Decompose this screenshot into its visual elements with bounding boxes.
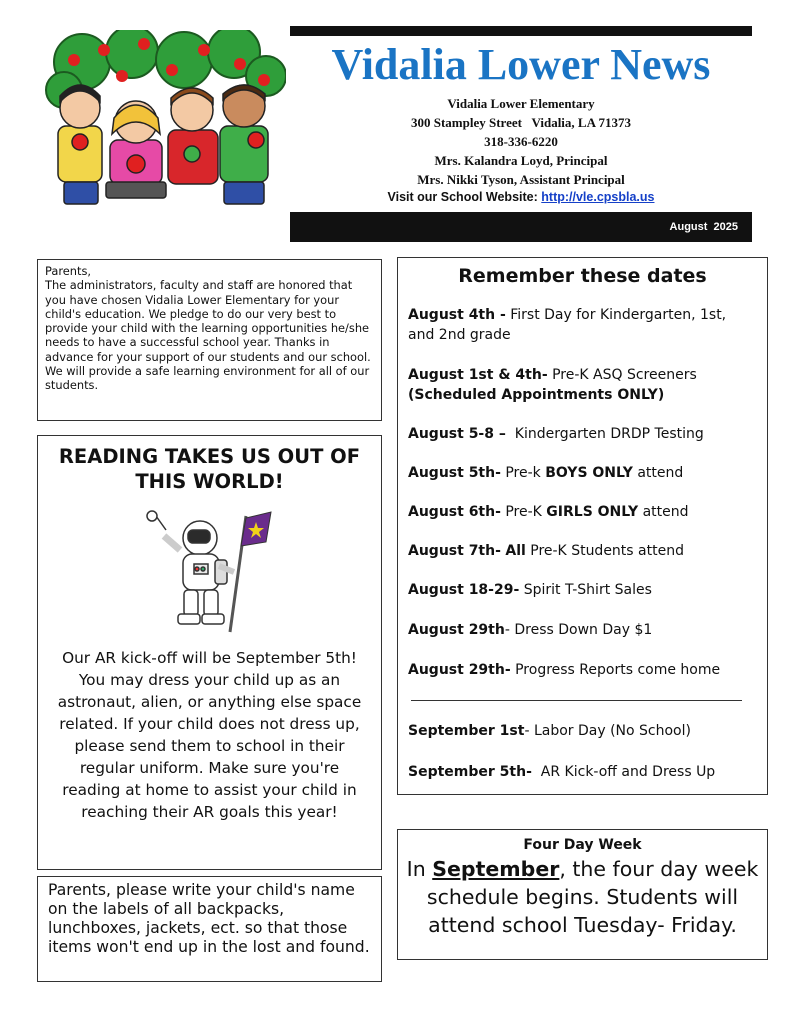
date-item: August 29th- Dress Down Day $1 bbox=[408, 622, 653, 638]
date-item: August 7th- All Pre-K Students attend bbox=[408, 543, 684, 559]
date-item: August 5-8 – Kindergarten DRDP Testing bbox=[408, 426, 704, 442]
date-item: August 5th- Pre-k BOYS ONLY attend bbox=[408, 465, 684, 481]
four-day-week-note bbox=[397, 829, 768, 960]
website-link[interactable]: http://vle.cpsbla.us bbox=[541, 190, 655, 204]
website-label: Visit our School Website: bbox=[387, 190, 538, 204]
issue-date-bar bbox=[290, 212, 752, 242]
date-label: August 6th- bbox=[408, 504, 501, 520]
date-item: August 4th - First Day for Kindergarten, 1st, and 2nd grade bbox=[408, 307, 727, 343]
date-label: August 29th- bbox=[408, 662, 511, 678]
school-address: 300 Stampley Street Vidalia, LA 71373 bbox=[410, 115, 632, 130]
date-item: August 29th- Progress Reports come home bbox=[408, 662, 721, 678]
reading-announcement bbox=[37, 435, 382, 870]
date-label: September 1st bbox=[408, 723, 525, 739]
four-day-week-text: In September, the four day week schedule begins. Students will attend school Tuesday- Friday. bbox=[406, 857, 759, 937]
reading-title: READING TAKES US OUT OF THIS WORLD! bbox=[58, 445, 361, 493]
school-phone: 318-336-6220 bbox=[484, 134, 558, 149]
dates-divider bbox=[411, 700, 742, 701]
date-item: September 5th- AR Kick-off and Dress Up bbox=[408, 764, 716, 780]
website-line bbox=[290, 190, 752, 204]
important-dates bbox=[397, 257, 768, 795]
parents-welcome-text: The administrators, faculty and staff are honored that you have chosen Vidalia Lower Elementary for your child's education. We pledge to do our very best to provide your child with the learning opportunities he/she needs to have a successful school year. Thanks in advance for your support of our students and our school. We will provide a safe learning environment for all of our students. bbox=[45, 278, 371, 393]
date-item: August 1st & 4th- Pre-K ASQ Screeners (Scheduled Appointments ONLY) bbox=[408, 367, 697, 403]
issue-date: August 2025 bbox=[669, 221, 738, 233]
labels-note bbox=[37, 876, 382, 982]
reading-body-text: Our AR kick-off will be September 5th! You may dress your child up as an astronaut, alien, or anything else space related. If your child does not dress up, please send them to school in their regular uniform. Make sure you're reading at home to assist your child in reaching their AR goals this year! bbox=[57, 649, 362, 821]
dates-title: Remember these dates bbox=[458, 265, 707, 287]
kids-with-apples-illustration bbox=[44, 30, 286, 210]
date-label: August 18-29- bbox=[408, 582, 520, 598]
principal-name: Mrs. Kalandra Loyd, Principal bbox=[434, 153, 608, 168]
astronaut-with-flag-icon bbox=[138, 506, 273, 636]
date-label: August 29th bbox=[408, 622, 505, 638]
date-item: September 1st- Labor Day (No School) bbox=[408, 723, 691, 739]
labels-note-text: Parents, please write your child's name on the labels of all backpacks, lunchboxes, jackets, ect. so that those items won't end up in the lost and found. bbox=[48, 881, 370, 956]
date-label: August 7th- bbox=[408, 543, 501, 559]
date-item: August 18-29- Spirit T-Shirt Sales bbox=[408, 582, 652, 598]
assistant-principal-name: Mrs. Nikki Tyson, Assistant Principal bbox=[417, 172, 625, 187]
header-top-rule bbox=[290, 26, 752, 36]
date-note: (Scheduled Appointments ONLY) bbox=[408, 387, 665, 403]
parents-salutation: Parents, bbox=[45, 264, 92, 278]
parents-welcome-note bbox=[37, 259, 382, 421]
date-item: August 6th- Pre-K GIRLS ONLY attend bbox=[408, 504, 689, 520]
masthead bbox=[290, 36, 752, 204]
date-label: September 5th- bbox=[408, 764, 532, 780]
date-label: August 4th - bbox=[408, 307, 506, 323]
newsletter-title: Vidalia Lower News bbox=[331, 40, 711, 89]
four-day-week-title: Four Day Week bbox=[523, 837, 642, 853]
date-label: August 5-8 – bbox=[408, 426, 506, 442]
september-highlight: September bbox=[432, 857, 560, 881]
date-label: August 5th- bbox=[408, 465, 501, 481]
date-label: August 1st & 4th- bbox=[408, 367, 548, 383]
school-name: Vidalia Lower Elementary bbox=[447, 96, 595, 111]
